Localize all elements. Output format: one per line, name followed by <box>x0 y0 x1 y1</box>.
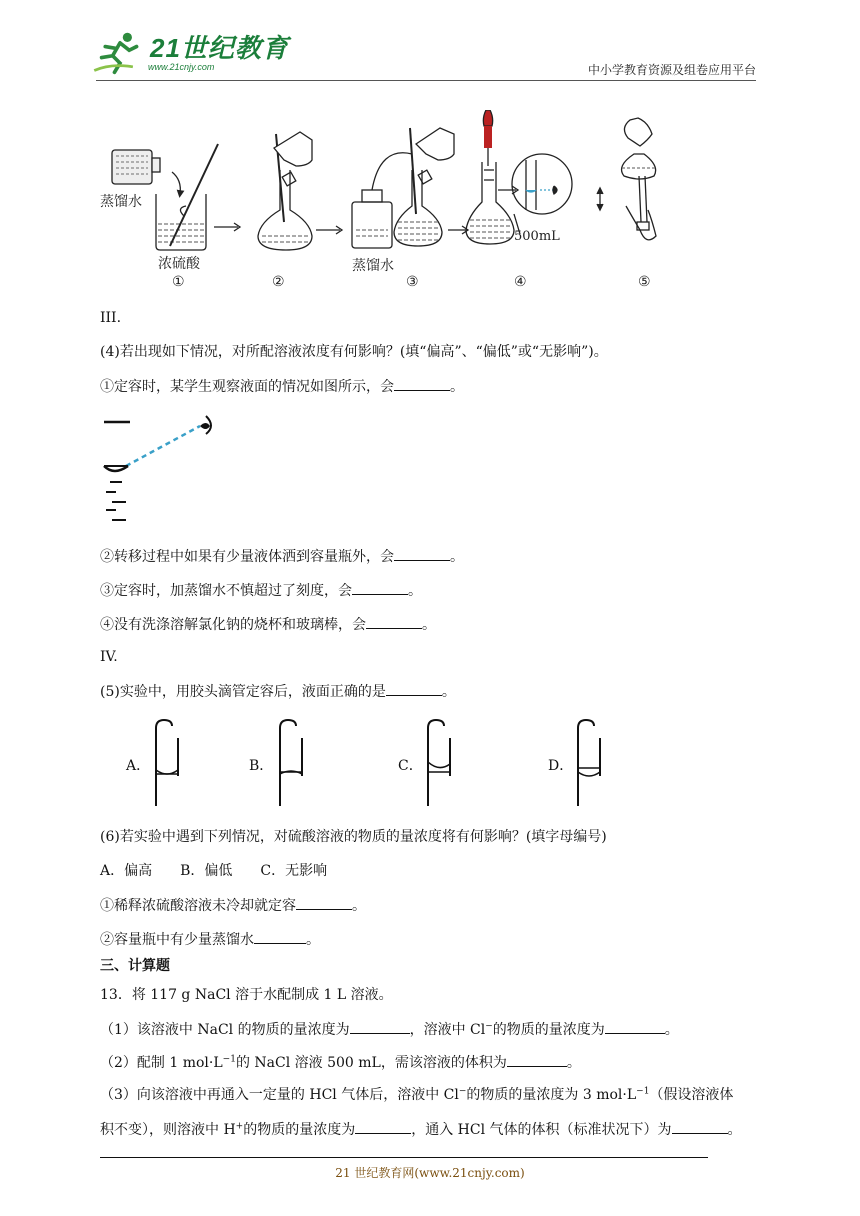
option-b-meniscus-figure <box>274 718 308 808</box>
q4-item-1 <box>100 376 464 397</box>
volumetric-flask-icon <box>258 132 312 250</box>
answer-blank[interactable] <box>394 376 450 391</box>
q4-item-1-text: ①定容时，某学生观察液面的情况如图所示，会 <box>100 379 394 395</box>
q4-intro: (4)若出现如下情况，对所配溶液浓度有何影响？(填“偏高”、“偏低”或“无影响”)。 <box>100 344 608 360</box>
punct: 。 <box>441 684 456 700</box>
footer-text: 21 世纪教育网(www.21cnjy.com) <box>335 1166 525 1180</box>
option-d-label: D． <box>548 758 574 774</box>
punct: 。 <box>664 1022 679 1038</box>
q6-choices <box>100 861 327 881</box>
answer-blank[interactable] <box>296 895 352 910</box>
q6-item-2-text: ②容量瓶中有少量蒸馏水 <box>100 932 254 948</box>
step-4-label: ④ <box>514 274 527 290</box>
choice-b: B．偏低 <box>180 863 233 879</box>
q6-item-1-text: ①稀释浓硫酸溶液未冷却就定容 <box>100 898 296 914</box>
q13-p1-text-c: 的物质的量浓度为 <box>492 1022 605 1038</box>
section-calc-title: 三、计算题 <box>100 958 170 974</box>
step-2-label: ② <box>272 274 285 290</box>
q13-p3-text-b: 的物质的量浓度为 3 mol·L <box>466 1087 637 1103</box>
superscript: − <box>458 1086 467 1097</box>
q13-p2-text-a: （2）配制 1 mol·L <box>100 1055 223 1071</box>
logo-text: 21世纪教育 <box>150 33 289 63</box>
q13-p1-text-a: （1）该溶液中 NaCl 的物质的量浓度为 <box>100 1022 350 1038</box>
answer-blank[interactable] <box>394 546 450 561</box>
q5-intro-text: (5)实验中，用胶头滴管定容后，液面正确的是 <box>100 684 386 700</box>
punct: 。 <box>727 1122 742 1138</box>
inverting-flask-icon <box>622 118 656 240</box>
logo-url: www.21cnjy.com <box>148 62 215 72</box>
punct: 。 <box>450 549 464 565</box>
punct: 。 <box>422 617 436 633</box>
q6-item-1 <box>100 895 366 916</box>
label-distilled-water: 蒸馏水 <box>100 194 142 210</box>
q4-item-4 <box>100 614 436 635</box>
superscript: −1 <box>636 1086 650 1097</box>
q13-p3-text-f: ，通入 HCl 气体的体积（标准状况下）为 <box>411 1122 672 1138</box>
q4-item-4-text: ④没有洗涤溶解氯化钠的烧杯和玻璃棒，会 <box>100 617 366 633</box>
volumetric-flask-icon <box>466 162 514 244</box>
experiment-procedure-diagram <box>100 110 670 295</box>
answer-blank[interactable] <box>672 1119 728 1134</box>
answer-blank[interactable] <box>507 1052 567 1067</box>
option-a-label: A． <box>126 758 151 774</box>
q13-p3-text-e: 的物质的量浓度为 <box>243 1122 356 1138</box>
q13-p3-text-c: （假设溶液体 <box>649 1087 734 1103</box>
answer-blank[interactable] <box>605 1019 665 1034</box>
q6-item-2 <box>100 929 320 950</box>
punct: 。 <box>450 379 464 395</box>
superscript: + <box>235 1121 244 1132</box>
option-b-label: B． <box>249 758 274 774</box>
choice-a: A．偏高 <box>100 863 153 879</box>
reagent-bottle-icon <box>112 150 160 184</box>
option-a-meniscus-figure <box>150 718 184 808</box>
step-5-label: ⑤ <box>638 274 651 290</box>
logo-runner-icon <box>92 30 148 76</box>
q13-p3-text-d: 积不变），则溶液中 H <box>100 1122 236 1138</box>
step-1-label: ① <box>172 274 185 290</box>
q13-p1-text-b: ，溶液中 Cl <box>409 1022 486 1038</box>
header-divider <box>96 80 756 81</box>
option-c-meniscus-figure <box>422 718 456 808</box>
punct: 。 <box>306 932 320 948</box>
q4-item-2-text: ②转移过程中如果有少量液体洒到容量瓶外，会 <box>100 549 394 565</box>
q13-p3-text-a: （3）向该溶液中再通入一定量的 HCl 气体后，溶液中 Cl <box>100 1087 459 1103</box>
punct: 。 <box>352 898 366 914</box>
superscript: −1 <box>222 1054 236 1065</box>
meniscus-sight-figure <box>100 410 230 528</box>
answer-blank[interactable] <box>350 1019 410 1034</box>
platform-name: 中小学教育资源及组卷应用平台 <box>587 63 756 77</box>
q4-item-3 <box>100 580 422 601</box>
choice-c: C．无影响 <box>260 863 328 879</box>
footer-divider <box>100 1157 708 1158</box>
punct: 。 <box>566 1055 581 1071</box>
punct: 。 <box>408 583 422 599</box>
label-concentrated-acid: 浓硫酸 <box>158 256 200 272</box>
answer-blank[interactable] <box>352 580 408 595</box>
label-distilled-water-2: 蒸馏水 <box>352 258 394 274</box>
q13-stem: 13．将 117 g NaCl 溶于水配制成 1 L 溶液。 <box>100 987 393 1003</box>
magnifier-view-icon <box>512 154 572 234</box>
q13-part-1 <box>100 1019 679 1040</box>
q13-p2-text-b: 的 NaCl 溶液 500 mL，需该溶液的体积为 <box>235 1055 507 1071</box>
step-3-label: ③ <box>406 274 419 290</box>
label-500ml: 500mL <box>514 229 560 244</box>
answer-blank[interactable] <box>386 681 442 696</box>
volumetric-flask-icon <box>394 128 454 246</box>
section-4-label: IV. <box>100 649 118 665</box>
superscript: − <box>485 1021 493 1032</box>
q13-part-2 <box>100 1052 581 1073</box>
option-d-meniscus-figure <box>572 718 606 808</box>
q4-item-3-text: ③定容时，加蒸馏水不慎超过了刻度，会 <box>100 583 352 599</box>
q5-intro <box>100 681 456 702</box>
q4-item-2 <box>100 546 464 567</box>
answer-blank[interactable] <box>366 614 422 629</box>
beaker-icon <box>156 144 218 250</box>
dropper-icon <box>483 110 492 166</box>
section-3-label: III. <box>100 310 122 326</box>
q13-part-3-line-1 <box>100 1085 733 1105</box>
wash-bottle-icon <box>352 153 412 248</box>
q13-part-3-line-2 <box>100 1119 742 1140</box>
q6-intro: (6)若实验中遇到下列情况，对硫酸溶液的物质的量浓度将有何影响？(填字母编号) <box>100 829 607 845</box>
answer-blank[interactable] <box>355 1119 411 1134</box>
answer-blank[interactable] <box>254 929 306 944</box>
option-c-label: C． <box>398 758 423 774</box>
